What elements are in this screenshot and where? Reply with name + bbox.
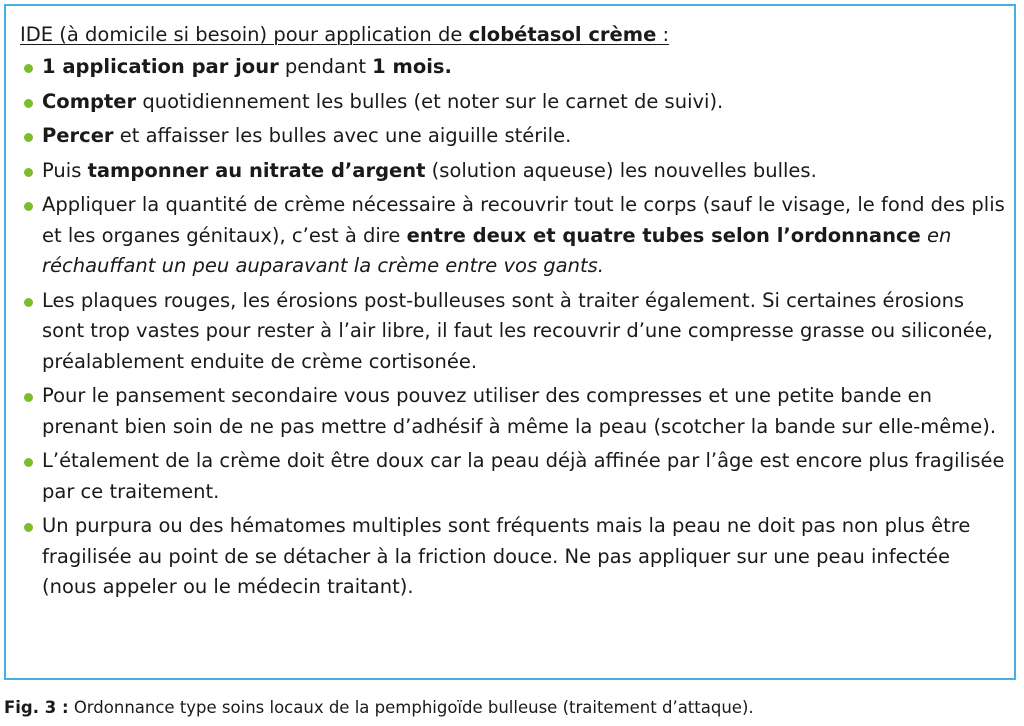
bullet-icon [24, 458, 33, 467]
figure-label: Fig. 3 : [4, 698, 69, 717]
bullet-icon [24, 168, 33, 177]
list-item: Les plaques rouges, les érosions post-bulleuses sont à traiter également. Si certaines érosions sont trop vastes pour rester à l’air libre, il faut les recouvrir d’une compresse grasse ou siliconée, préalablement enduite de crème cortisonée. [20, 286, 1005, 378]
bullet-icon [24, 523, 33, 532]
bullet-icon [24, 133, 33, 142]
prescription-heading: IDE (à domicile si besoin) pour application de clobétasol crème : [20, 23, 670, 46]
list-item: L’étalement de la crème doit être doux car la peau déjà affinée par l’âge est encore plus fragilisée par ce traitement. [20, 446, 1005, 507]
list-item: Percer et affaisser les bulles avec une aiguille stérile. [20, 121, 1005, 152]
list-item: Appliquer la quantité de crème nécessaire à recouvrir tout le corps (sauf le visage, le fond des plis et les organes génitaux), c’est à dire entre deux et quatre tubes selon l’ordonnance en réchauffant un peu auparavant la crème entre vos gants. [20, 190, 1005, 282]
figure-caption-text: Ordonnance type soins locaux de la pemphigoïde bulleuse (traitement d’attaque). [68, 698, 754, 717]
prescription-box [4, 4, 1016, 680]
list-item: Un purpura ou des hématomes multiples sont fréquents mais la peau ne doit pas non plus être fragilisée au point de se détacher à la friction douce. Ne pas appliquer sur une peau infectée (nous appeler ou le médecin traitant). [20, 511, 1005, 603]
bullet-icon [24, 393, 33, 402]
bullet-icon [24, 64, 33, 73]
list-item: Pour le pansement secondaire vous pouvez utiliser des compresses et une petite bande en prenant bien soin de ne pas mettre d’adhésif à même la peau (scotcher la bande sur elle-même). [20, 381, 1005, 442]
figure-caption [4, 697, 754, 719]
prescription-content [20, 20, 1005, 607]
list-item: 1 application par jour pendant 1 mois. [20, 52, 1005, 83]
bullet-icon [24, 298, 33, 307]
bullet-icon [24, 99, 33, 108]
bullet-icon [24, 202, 33, 211]
list-item: Compter quotidiennement les bulles (et noter sur le carnet de suivi). [20, 87, 1005, 118]
drug-name: clobétasol crème [468, 23, 657, 46]
list-item: Puis tamponner au nitrate d’argent (solution aqueuse) les nouvelles bulles. [20, 156, 1005, 187]
instruction-list [20, 52, 1005, 603]
